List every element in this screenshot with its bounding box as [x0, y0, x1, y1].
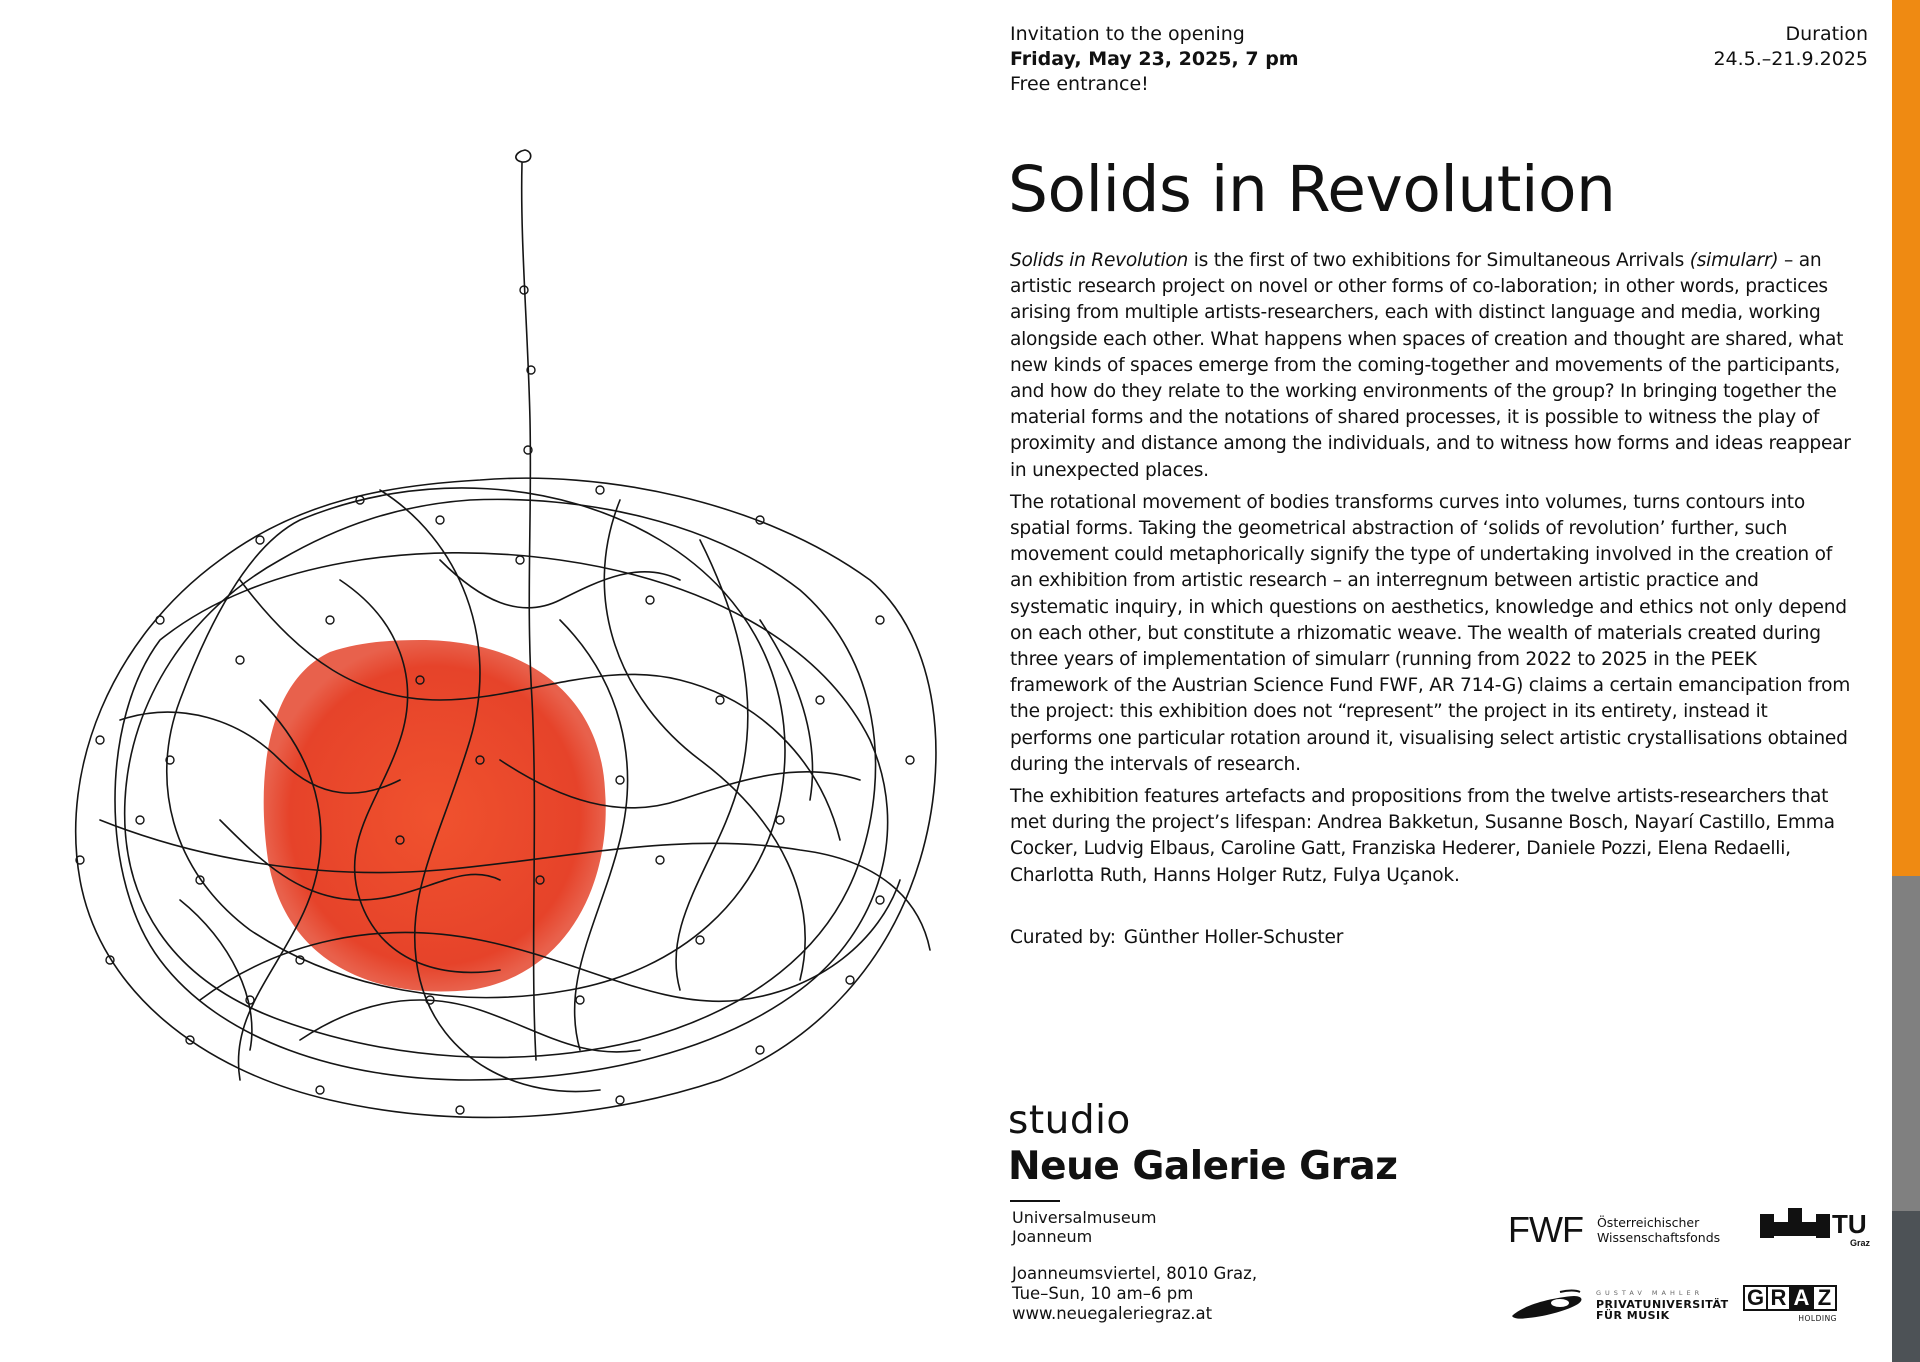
museum-line-1: Universalmuseum: [1012, 1208, 1157, 1227]
project-acronym: (simularr): [1689, 250, 1779, 271]
paragraph-3: The exhibition features artefacts and propositions from the twelve artists-researchers that met during the project’s lifespan: Andrea Bakketun, Susanne Bosch, Nayarí Castillo, Emma Cocker, Ludvig Elbaus, Caroline Gatt, Franziska Hederer, Daniele Pozzi, Elena Redaelli, Charlotta Ruth, Hanns Holger Rutz, Fulya Uçanok.: [1010, 786, 1835, 886]
fwf-line-2: Wissenschaftsfonds: [1596, 1230, 1721, 1245]
invitation-line: Invitation to the opening: [1010, 23, 1245, 45]
fwf-mark: FWF: [1508, 1209, 1583, 1250]
stripe-grey: [1892, 876, 1920, 1211]
address-block: [1012, 1264, 1257, 1324]
paragraph-1-text-b: – an artistic research project on novel or other forms of co-laboration; in other words, practices arising from multiple artists-researchers, each with distinct language and media, working alongside each other. What happens when spaces of creation and thought are shared, what new kinds of spaces emerge from the coming-together and movements of the participants, and how do they relate to the working environments of the group? In bringing together the material forms and the notations of shared processes, it is possible to witness the play of proximity and distance among the individuals, and to witness how forms and ideas reappear in unexpected places.: [1010, 250, 1851, 481]
paragraph-1-text-a: is the first of two exhibitions for Simultaneous Arrivals: [1188, 250, 1690, 271]
duration-dates: 24.5.–21.9.2025: [1713, 48, 1868, 70]
graz-holding-logo: [1745, 1285, 1837, 1323]
gm-swoosh-icon: [1508, 1286, 1586, 1322]
fwf-wordmark: [1597, 1215, 1720, 1245]
graz-letter-a: A: [1789, 1285, 1814, 1311]
graz-letter-z: Z: [1812, 1285, 1837, 1311]
brand-divider: [1010, 1200, 1060, 1202]
brand-studio: studio: [1008, 1098, 1131, 1143]
duration-label: Duration: [1785, 23, 1868, 45]
gustav-mahler-logo: [1508, 1286, 1729, 1322]
curator-line: [1010, 925, 1343, 951]
fwf-line-1: Österreichischer: [1596, 1215, 1700, 1230]
graz-letter-g: G: [1743, 1285, 1768, 1311]
gm-wordmark: [1596, 1288, 1729, 1321]
opening-date: Friday, May 23, 2025, 7 pm: [1010, 48, 1299, 70]
curator-name: Günther Holler-Schuster: [1123, 927, 1344, 948]
opening-hours: Tue–Sun, 10 am–6 pm: [1012, 1284, 1194, 1303]
gm-line-2: PRIVATUNIVERSITÄT: [1596, 1297, 1729, 1311]
graz-letters: [1745, 1285, 1837, 1311]
address-line: Joanneumsviertel, 8010 Graz,: [1012, 1264, 1258, 1283]
description: [1010, 248, 1852, 895]
museum-name: [1012, 1208, 1156, 1246]
entrance-note: Free entrance!: [1010, 73, 1149, 95]
invitation-block: [1010, 22, 1299, 97]
graz-letter-r: R: [1766, 1285, 1791, 1311]
tu-graz-logo: [1758, 1206, 1870, 1248]
edge-stripes: [1892, 0, 1920, 1362]
graz-holding-sub: HOLDING: [1798, 1314, 1837, 1323]
exhibition-title: Solids in Revolution: [1008, 153, 1616, 226]
paragraph-2: The rotational movement of bodies transforms curves into volumes, turns contours into spatial forms. Taking the geometrical abstraction of ‘solids of revolution’ further, such movement could metaphorically signify the type of undertaking involved in the creation of an exhibition from artistic research – an interregnum between artistic practice and systematic inquiry, in which questions on aesthetics, knowledge and ethics not only depend on each other, but constitute a rhizomatic weave. The wealth of materials created during three years of implementation of simularr (running from 2022 to 2025 in the PEEK framework of the Austrian Science Fund FWF, AR 714-G) claims a certain emancipation from the project: this exhibition does not “represent” the project in its entirety, instead it performs one particular rotation around it, visualising select artistic crystallisations obtained during the intervals of research.: [1010, 491, 1851, 775]
tu-sub: Graz: [1850, 1238, 1870, 1248]
tu-mark: TU: [1832, 1209, 1867, 1239]
paragraph-1: [1010, 248, 1852, 484]
brand-name: Neue Galerie Graz: [1008, 1144, 1398, 1189]
website[interactable]: www.neuegaleriegraz.at: [1012, 1304, 1213, 1323]
fwf-logo: [1508, 1209, 1721, 1250]
stripe-dark: [1892, 1211, 1920, 1362]
duration-block: [1713, 22, 1868, 72]
gm-line-1: GUSTAV MAHLER: [1596, 1288, 1704, 1297]
curated-label: Curated by:: [1010, 927, 1116, 948]
museum-line-2: Joanneum: [1012, 1227, 1093, 1246]
title-reference: Solids in Revolution: [1010, 250, 1189, 271]
gm-line-3: FÜR MUSIK: [1596, 1308, 1670, 1322]
red-disc: [264, 640, 606, 991]
stripe-orange: [1892, 0, 1920, 876]
